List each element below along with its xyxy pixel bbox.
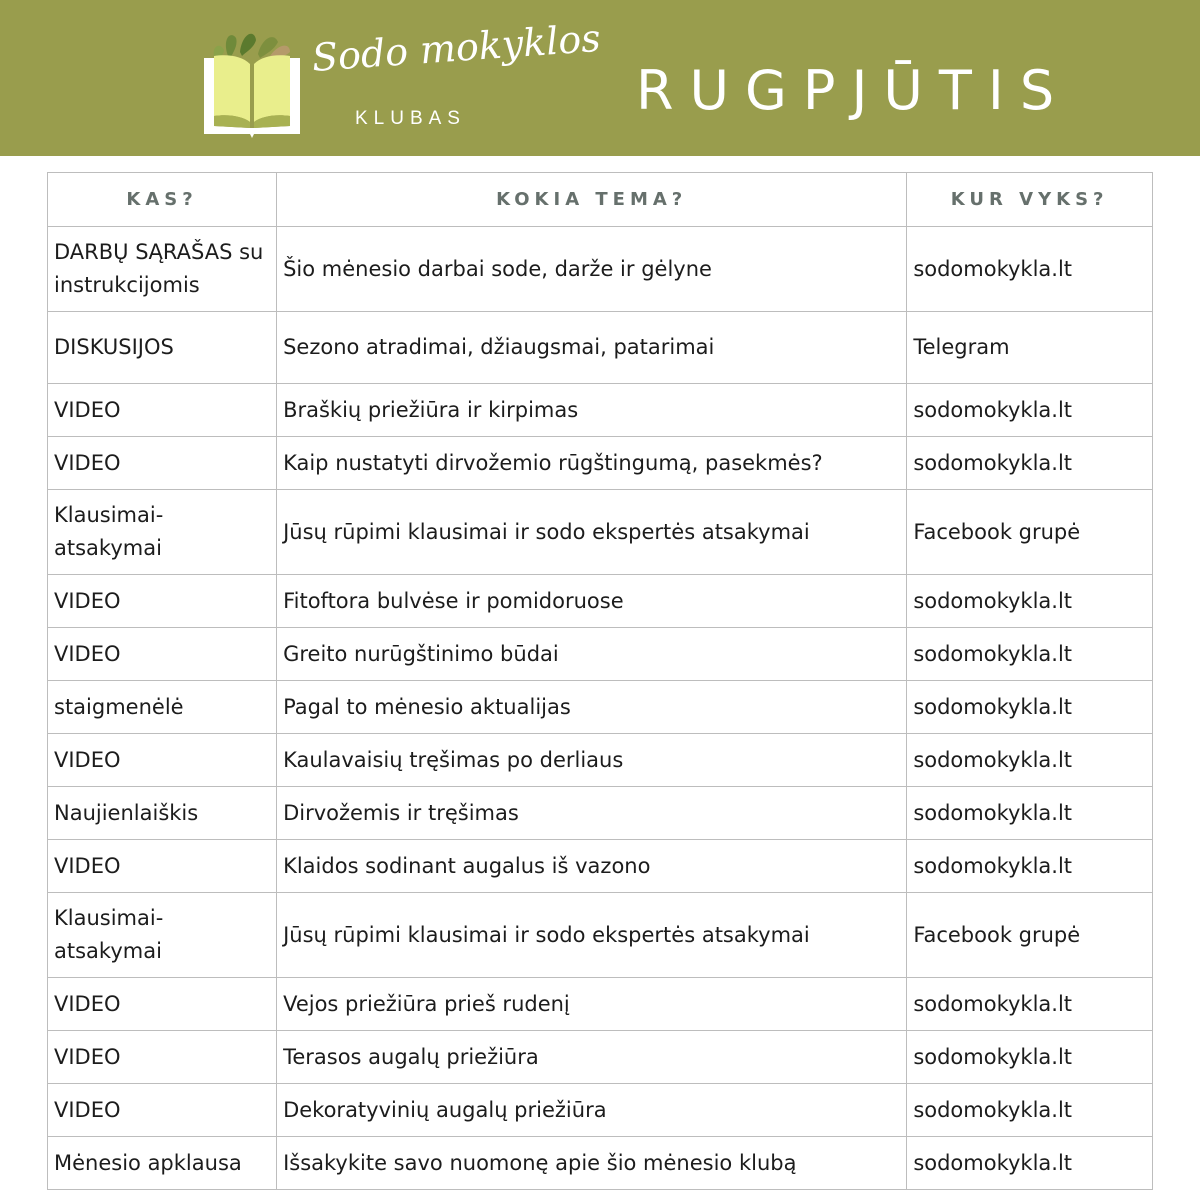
schedule-table bbox=[47, 172, 1153, 1190]
column-header-tema: KOKIA TEMA? bbox=[277, 173, 907, 227]
cell-kur: sodomokykla.lt bbox=[907, 384, 1153, 437]
cell-tema: Jūsų rūpimi klausimai ir sodo ekspertės atsakymai bbox=[277, 893, 907, 978]
logo-script-text: Sodo mokyklos bbox=[310, 15, 602, 80]
cell-kur: sodomokykla.lt bbox=[907, 437, 1153, 490]
table-row bbox=[48, 1031, 1153, 1084]
table-row bbox=[48, 1137, 1153, 1190]
table-row bbox=[48, 787, 1153, 840]
header-band bbox=[0, 0, 1200, 156]
cell-kas: DARBŲ SĄRAŠAS su instrukcijomis bbox=[48, 227, 277, 312]
cell-tema: Pagal to mėnesio aktualijas bbox=[277, 681, 907, 734]
cell-kas: Klausimai-atsakymai bbox=[48, 490, 277, 575]
cell-tema: Greito nurūgštinimo būdai bbox=[277, 628, 907, 681]
table-row bbox=[48, 312, 1153, 384]
table-row bbox=[48, 893, 1153, 978]
cell-tema: Išsakykite savo nuomonę apie šio mėnesio klubą bbox=[277, 1137, 907, 1190]
cell-kur: sodomokykla.lt bbox=[907, 840, 1153, 893]
cell-tema: Šio mėnesio darbai sode, darže ir gėlyne bbox=[277, 227, 907, 312]
table-header-row bbox=[48, 173, 1153, 227]
cell-tema: Vejos priežiūra prieš rudenį bbox=[277, 978, 907, 1031]
cell-kas: VIDEO bbox=[48, 437, 277, 490]
table-row bbox=[48, 1084, 1153, 1137]
cell-kur: Facebook grupė bbox=[907, 490, 1153, 575]
cell-kur: Telegram bbox=[907, 312, 1153, 384]
table-row bbox=[48, 437, 1153, 490]
cell-kur: sodomokykla.lt bbox=[907, 681, 1153, 734]
cell-kas: VIDEO bbox=[48, 734, 277, 787]
logo-subtitle: KLUBAS bbox=[355, 108, 466, 129]
cell-kur: sodomokykla.lt bbox=[907, 787, 1153, 840]
cell-kas: staigmenėlė bbox=[48, 681, 277, 734]
cell-tema: Kaulavaisių tręšimas po derliaus bbox=[277, 734, 907, 787]
cell-tema: Terasos augalų priežiūra bbox=[277, 1031, 907, 1084]
table-row bbox=[48, 384, 1153, 437]
cell-tema: Fitoftora bulvėse ir pomidoruose bbox=[277, 575, 907, 628]
cell-kas: VIDEO bbox=[48, 1084, 277, 1137]
cell-kur: sodomokykla.lt bbox=[907, 1084, 1153, 1137]
cell-kas: VIDEO bbox=[48, 840, 277, 893]
cell-kur: sodomokykla.lt bbox=[907, 734, 1153, 787]
cell-tema: Kaip nustatyti dirvožemio rūgštingumą, pasekmės? bbox=[277, 437, 907, 490]
cell-tema: Jūsų rūpimi klausimai ir sodo ekspertės atsakymai bbox=[277, 490, 907, 575]
column-header-kur: KUR VYKS? bbox=[907, 173, 1153, 227]
cell-tema: Braškių priežiūra ir kirpimas bbox=[277, 384, 907, 437]
cell-tema: Dekoratyvinių augalų priežiūra bbox=[277, 1084, 907, 1137]
cell-kur: sodomokykla.lt bbox=[907, 628, 1153, 681]
cell-kas: VIDEO bbox=[48, 575, 277, 628]
cell-kas: Naujienlaiškis bbox=[48, 787, 277, 840]
cell-kur: sodomokykla.lt bbox=[907, 978, 1153, 1031]
cell-kur: sodomokykla.lt bbox=[907, 575, 1153, 628]
cell-kur: sodomokykla.lt bbox=[907, 1031, 1153, 1084]
table-row bbox=[48, 227, 1153, 312]
cell-kur: sodomokykla.lt bbox=[907, 227, 1153, 312]
table-row bbox=[48, 978, 1153, 1031]
cell-tema: Sezono atradimai, džiaugsmai, patarimai bbox=[277, 312, 907, 384]
cell-kas: VIDEO bbox=[48, 628, 277, 681]
cell-tema: Klaidos sodinant augalus iš vazono bbox=[277, 840, 907, 893]
cell-kas: DISKUSIJOS bbox=[48, 312, 277, 384]
table-row bbox=[48, 734, 1153, 787]
table-row bbox=[48, 628, 1153, 681]
month-title: RUGPJŪTIS bbox=[636, 59, 1071, 122]
table-row bbox=[48, 840, 1153, 893]
cell-kas: VIDEO bbox=[48, 384, 277, 437]
table-row bbox=[48, 575, 1153, 628]
column-header-kas: KAS? bbox=[48, 173, 277, 227]
cell-kas: VIDEO bbox=[48, 978, 277, 1031]
cell-kur: sodomokykla.lt bbox=[907, 1137, 1153, 1190]
cell-tema: Dirvožemis ir tręšimas bbox=[277, 787, 907, 840]
cell-kur: Facebook grupė bbox=[907, 893, 1153, 978]
cell-kas: VIDEO bbox=[48, 1031, 277, 1084]
table-row bbox=[48, 681, 1153, 734]
cell-kas: Mėnesio apklausa bbox=[48, 1137, 277, 1190]
cell-kas: Klausimai-atsakymai bbox=[48, 893, 277, 978]
table-row bbox=[48, 490, 1153, 575]
open-book-logo-icon bbox=[200, 26, 304, 140]
